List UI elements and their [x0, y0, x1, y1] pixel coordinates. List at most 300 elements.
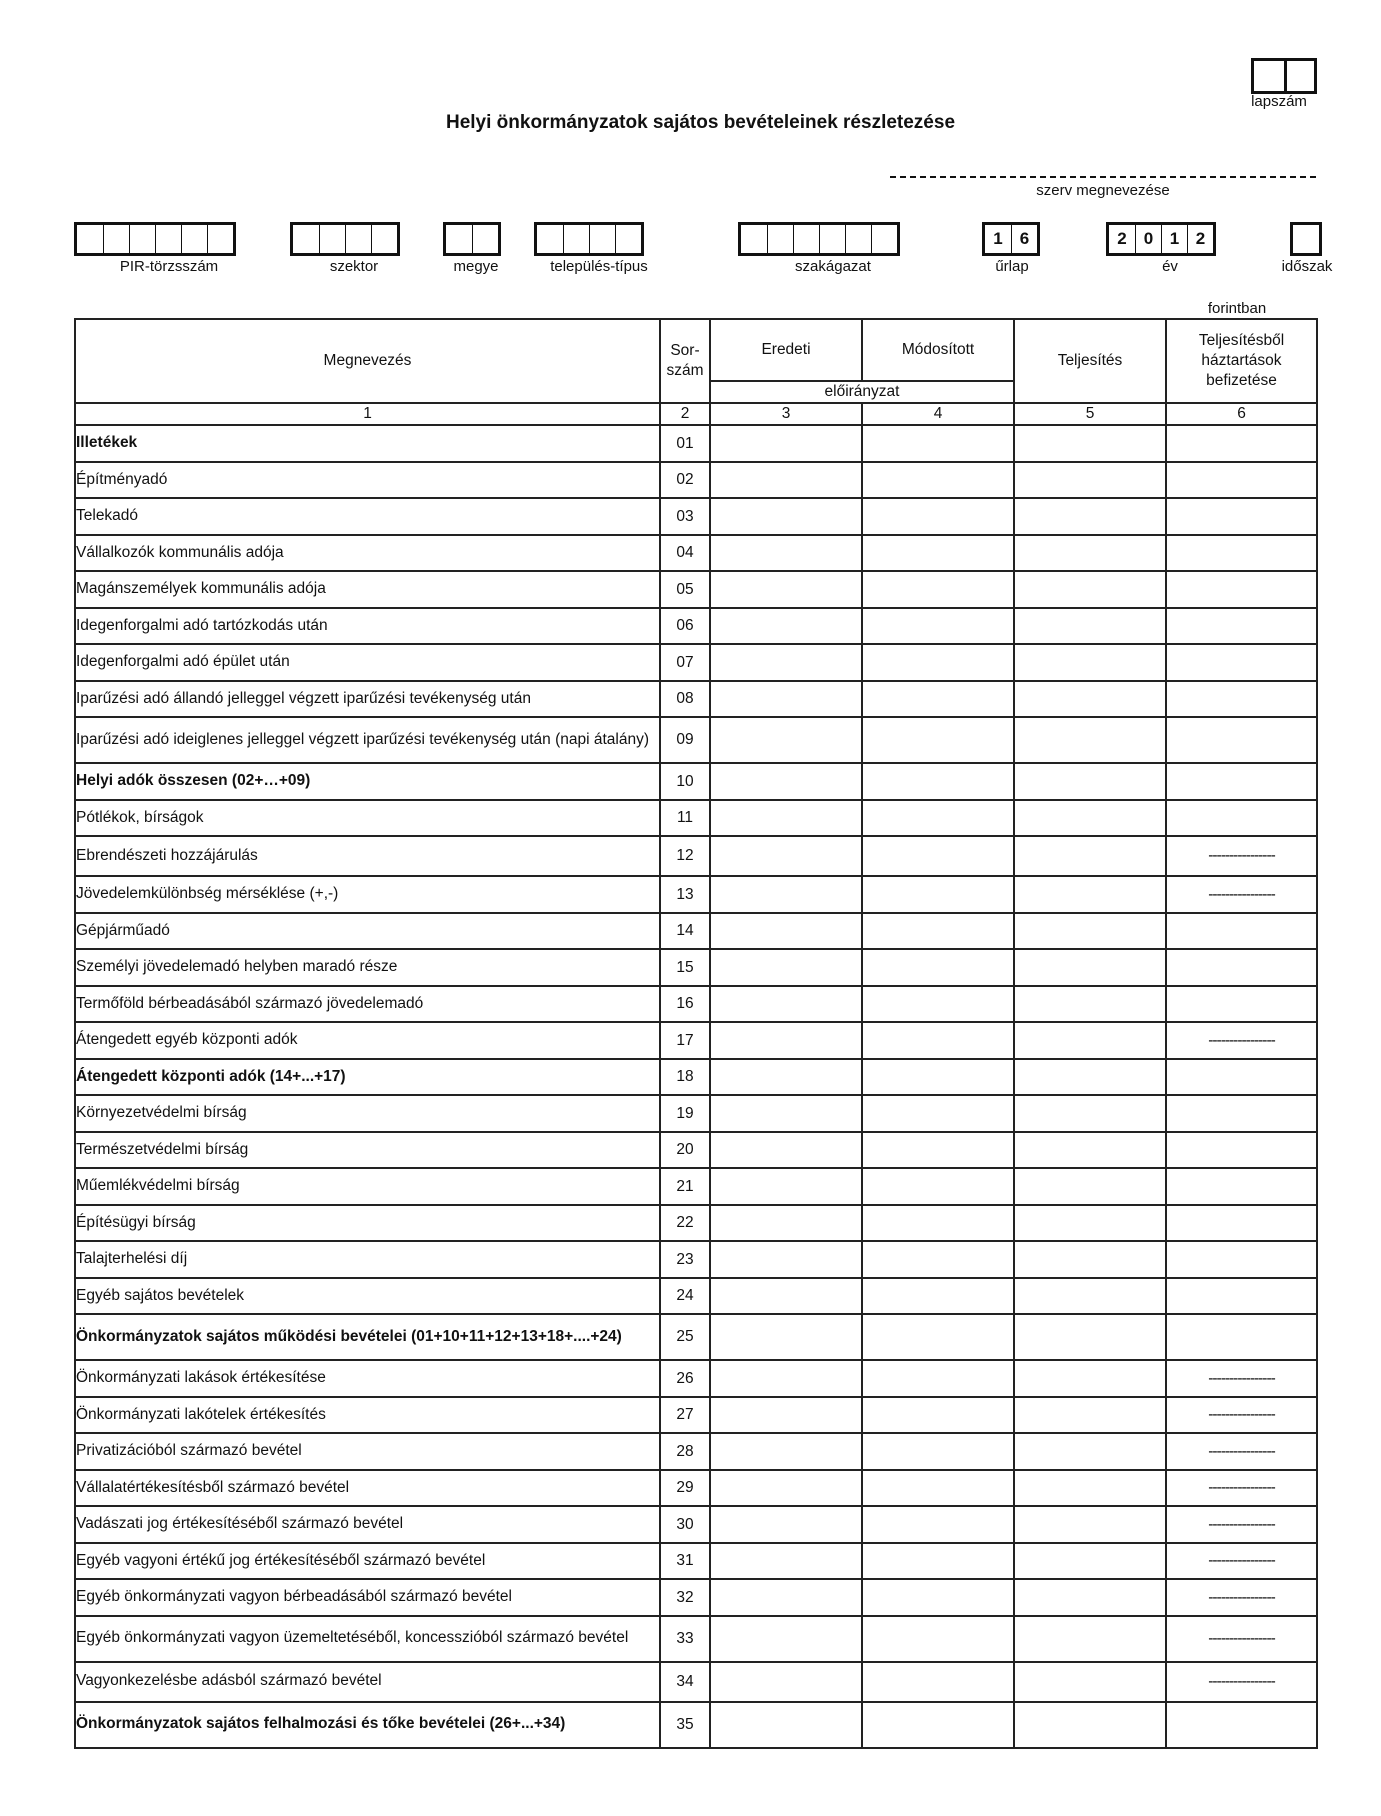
- row-name: Önkormányzati lakások értékesítése: [75, 1360, 660, 1397]
- value-cell-teljesites[interactable]: [1014, 644, 1166, 681]
- row-number: 11: [660, 800, 710, 837]
- megye-code-field[interactable]: [443, 222, 501, 256]
- value-cell-haztartasok[interactable]: [1166, 1205, 1317, 1242]
- row-name: Egyéb sajátos bevételek: [75, 1278, 660, 1315]
- row-name: Idegenforgalmi adó tartózkodás után: [75, 608, 660, 645]
- value-cell-modositott[interactable]: [862, 1662, 1014, 1702]
- table-row: [75, 571, 1317, 608]
- value-cell-teljesites[interactable]: [1014, 535, 1166, 572]
- urlap-code-field: [982, 222, 1040, 256]
- table-row: [75, 1543, 1317, 1580]
- value-cell-eredeti[interactable]: [710, 681, 862, 718]
- value-cell-eredeti[interactable]: [710, 1022, 862, 1059]
- value-cell-eredeti[interactable]: [710, 763, 862, 800]
- value-cell-teljesites[interactable]: [1014, 876, 1166, 913]
- value-cell-teljesites[interactable]: [1014, 1702, 1166, 1748]
- value-cell-teljesites[interactable]: [1014, 913, 1166, 950]
- value-cell-modositott[interactable]: [862, 1702, 1014, 1748]
- value-cell-teljesites[interactable]: [1014, 608, 1166, 645]
- row-number: 20: [660, 1132, 710, 1169]
- row-number: 02: [660, 462, 710, 499]
- value-cell-haztartasok[interactable]: [1166, 462, 1317, 499]
- pir-code-label: PIR-törzsszám: [119, 258, 219, 275]
- column-number: 5: [1014, 403, 1166, 425]
- column-number: 1: [75, 403, 660, 425]
- code-cell[interactable]: [871, 225, 897, 253]
- telepules-code-field[interactable]: [534, 222, 644, 256]
- na-cell-haztartasok: ----------------: [1166, 1433, 1317, 1470]
- code-digit: 2: [1187, 225, 1213, 253]
- value-cell-teljesites[interactable]: [1014, 1543, 1166, 1580]
- value-cell-haztartasok[interactable]: [1166, 498, 1317, 535]
- row-number: 03: [660, 498, 710, 535]
- code-cell[interactable]: [793, 225, 819, 253]
- value-cell-eredeti[interactable]: [710, 571, 862, 608]
- row-number: 05: [660, 571, 710, 608]
- value-cell-haztartasok[interactable]: [1166, 1095, 1317, 1132]
- value-cell-modositott[interactable]: [862, 949, 1014, 986]
- value-cell-eredeti[interactable]: [710, 1132, 862, 1169]
- code-digit: 6: [1011, 225, 1037, 253]
- row-name: Magánszemélyek kommunális adója: [75, 571, 660, 608]
- na-cell-haztartasok: ----------------: [1166, 1579, 1317, 1616]
- row-name: Építményadó: [75, 462, 660, 499]
- row-number: 06: [660, 608, 710, 645]
- code-cell[interactable]: [589, 225, 615, 253]
- code-cell[interactable]: [293, 225, 319, 253]
- row-name: Telekadó: [75, 498, 660, 535]
- row-name: Személyi jövedelemadó helyben maradó része: [75, 949, 660, 986]
- row-number: 13: [660, 876, 710, 913]
- code-digit: 0: [1135, 225, 1161, 253]
- row-number: 18: [660, 1059, 710, 1096]
- value-cell-modositott[interactable]: [862, 986, 1014, 1023]
- page-number-label: lapszám: [1251, 93, 1307, 110]
- value-cell-eredeti[interactable]: [710, 498, 862, 535]
- table-row: [75, 1132, 1317, 1169]
- value-cell-teljesites[interactable]: [1014, 1278, 1166, 1315]
- code-cell[interactable]: [1293, 225, 1319, 253]
- value-cell-modositott[interactable]: [862, 1360, 1014, 1397]
- value-cell-modositott[interactable]: [862, 462, 1014, 499]
- code-cell[interactable]: [181, 225, 207, 253]
- value-cell-eredeti[interactable]: [710, 1397, 862, 1434]
- row-name: Talajterhelési díj: [75, 1241, 660, 1278]
- org-name-label: szerv megnevezése: [1036, 182, 1170, 199]
- value-cell-eredeti[interactable]: [710, 986, 862, 1023]
- code-cell[interactable]: [615, 225, 641, 253]
- row-name: Helyi adók összesen (02+…+09): [75, 763, 660, 800]
- table-row: [75, 1616, 1317, 1662]
- value-cell-eredeti[interactable]: [710, 1095, 862, 1132]
- value-cell-modositott[interactable]: [862, 1579, 1014, 1616]
- value-cell-modositott[interactable]: [862, 535, 1014, 572]
- value-cell-teljesites[interactable]: [1014, 986, 1166, 1023]
- table-row: [75, 986, 1317, 1023]
- value-cell-haztartasok[interactable]: [1166, 681, 1317, 718]
- value-cell-eredeti[interactable]: [710, 1662, 862, 1702]
- row-number: 04: [660, 535, 710, 572]
- table-row: [75, 608, 1317, 645]
- megye-code-label: megye: [453, 258, 499, 275]
- ev-code-field: [1106, 222, 1216, 256]
- code-digit: 2: [1117, 229, 1127, 248]
- na-cell-haztartasok: ----------------: [1166, 1543, 1317, 1580]
- value-cell-modositott[interactable]: [862, 1059, 1014, 1096]
- row-number: 28: [660, 1433, 710, 1470]
- value-cell-eredeti[interactable]: [710, 1702, 862, 1748]
- value-cell-modositott[interactable]: [862, 1022, 1014, 1059]
- value-cell-eredeti[interactable]: [710, 913, 862, 950]
- value-cell-modositott[interactable]: [862, 1241, 1014, 1278]
- value-cell-eredeti[interactable]: [710, 1433, 862, 1470]
- org-name-field[interactable]: [890, 176, 1316, 178]
- row-name: Iparűzési adó állandó jelleggel végzett iparűzési tevékenység után: [75, 681, 660, 718]
- code-cell[interactable]: [129, 225, 155, 253]
- row-name: Természetvédelmi bírság: [75, 1132, 660, 1169]
- row-name: Egyéb vagyoni értékű jog értékesítéséből származó bevétel: [75, 1543, 660, 1580]
- code-cell[interactable]: [77, 225, 103, 253]
- na-cell-haztartasok: ----------------: [1166, 1470, 1317, 1507]
- table-row: [75, 1360, 1317, 1397]
- value-cell-modositott[interactable]: [862, 876, 1014, 913]
- code-cell[interactable]: [563, 225, 589, 253]
- value-cell-haztartasok[interactable]: [1166, 1132, 1317, 1169]
- table-row: [75, 1433, 1317, 1470]
- value-cell-haztartasok[interactable]: [1166, 1314, 1317, 1360]
- row-name: Önkormányzatok sajátos működési bevételei (01+10+11+12+13+18+....+24): [75, 1314, 660, 1360]
- header-megnevezes: Megnevezés: [75, 319, 660, 403]
- value-cell-teljesites[interactable]: [1014, 949, 1166, 986]
- table-row: [75, 763, 1317, 800]
- row-number: 12: [660, 836, 710, 876]
- value-cell-haztartasok[interactable]: [1166, 986, 1317, 1023]
- row-number: 25: [660, 1314, 710, 1360]
- value-cell-eredeti[interactable]: [710, 1278, 862, 1315]
- value-cell-modositott[interactable]: [862, 1314, 1014, 1360]
- code-cell[interactable]: [819, 225, 845, 253]
- value-cell-teljesites[interactable]: [1014, 1470, 1166, 1507]
- szakagazat-code-field[interactable]: [738, 222, 900, 256]
- code-cell[interactable]: [767, 225, 793, 253]
- header-modositott: Módosított: [862, 319, 1014, 381]
- idoszak-code-label: időszak: [1281, 258, 1333, 275]
- value-cell-eredeti[interactable]: [710, 1543, 862, 1580]
- row-number: 08: [660, 681, 710, 718]
- row-number: 07: [660, 644, 710, 681]
- value-cell-eredeti[interactable]: [710, 1205, 862, 1242]
- value-cell-eredeti[interactable]: [710, 876, 862, 913]
- row-name: Gépjárműadó: [75, 913, 660, 950]
- value-cell-modositott[interactable]: [862, 1397, 1014, 1434]
- value-cell-teljesites[interactable]: [1014, 717, 1166, 763]
- row-number: 09: [660, 717, 710, 763]
- header-sorszam: Sor-szám: [660, 319, 710, 403]
- szektor-code-field[interactable]: [290, 222, 400, 256]
- row-name: Átengedett központi adók (14+...+17): [75, 1059, 660, 1096]
- value-cell-teljesites[interactable]: [1014, 1314, 1166, 1360]
- value-cell-modositott[interactable]: [862, 800, 1014, 837]
- value-cell-eredeti[interactable]: [710, 1241, 862, 1278]
- row-number: 33: [660, 1616, 710, 1662]
- value-cell-teljesites[interactable]: [1014, 1241, 1166, 1278]
- value-cell-eredeti[interactable]: [710, 1579, 862, 1616]
- value-cell-haztartasok[interactable]: [1166, 913, 1317, 950]
- value-cell-eredeti[interactable]: [710, 462, 862, 499]
- value-cell-haztartasok[interactable]: [1166, 608, 1317, 645]
- value-cell-haztartasok[interactable]: [1166, 1278, 1317, 1315]
- value-cell-modositott[interactable]: [862, 498, 1014, 535]
- value-cell-modositott[interactable]: [862, 1616, 1014, 1662]
- row-number: 16: [660, 986, 710, 1023]
- code-cell[interactable]: [207, 225, 233, 253]
- value-cell-eredeti[interactable]: [710, 1059, 862, 1096]
- value-cell-haztartasok[interactable]: [1166, 763, 1317, 800]
- row-number: 15: [660, 949, 710, 986]
- row-name: Vállalatértékesítésből származó bevétel: [75, 1470, 660, 1507]
- row-number: 30: [660, 1506, 710, 1543]
- telepules-code-label: település-típus: [550, 258, 648, 275]
- szakagazat-code-label: szakágazat: [795, 258, 871, 275]
- value-cell-teljesites[interactable]: [1014, 763, 1166, 800]
- row-name: Átengedett egyéb központi adók: [75, 1022, 660, 1059]
- row-number: 24: [660, 1278, 710, 1315]
- value-cell-modositott[interactable]: [862, 1168, 1014, 1205]
- value-cell-haztartasok[interactable]: [1166, 1059, 1317, 1096]
- table-row: [75, 1702, 1317, 1748]
- code-digit: 1: [1161, 225, 1187, 253]
- form-title: Helyi önkormányzatok sajátos bevételeinek részletezése: [445, 112, 956, 133]
- value-cell-haztartasok[interactable]: [1166, 1702, 1317, 1748]
- value-cell-teljesites[interactable]: [1014, 1132, 1166, 1169]
- row-number: 35: [660, 1702, 710, 1748]
- table-row: [75, 425, 1317, 462]
- row-number: 10: [660, 763, 710, 800]
- table-row: [75, 1022, 1317, 1059]
- value-cell-modositott[interactable]: [862, 608, 1014, 645]
- row-name: Vadászati jog értékesítéséből származó bevétel: [75, 1506, 660, 1543]
- value-cell-teljesites[interactable]: [1014, 1095, 1166, 1132]
- row-number: 19: [660, 1095, 710, 1132]
- na-cell-haztartasok: ----------------: [1166, 1397, 1317, 1434]
- unit-label: forintban: [1207, 300, 1267, 317]
- row-name: Termőföld bérbeadásából származó jövedelemadó: [75, 986, 660, 1023]
- szektor-code-label: szektor: [329, 258, 379, 275]
- value-cell-haztartasok[interactable]: [1166, 800, 1317, 837]
- value-cell-modositott[interactable]: [862, 717, 1014, 763]
- value-cell-modositott[interactable]: [862, 1278, 1014, 1315]
- table-row: [75, 1397, 1317, 1434]
- value-cell-modositott[interactable]: [862, 1132, 1014, 1169]
- code-cell[interactable]: [371, 225, 397, 253]
- value-cell-eredeti[interactable]: [710, 644, 862, 681]
- table-row: [75, 717, 1317, 763]
- value-cell-eredeti[interactable]: [710, 836, 862, 876]
- code-digit: 1: [993, 229, 1003, 248]
- table-row: [75, 836, 1317, 876]
- table-row: [75, 1059, 1317, 1096]
- row-number: 14: [660, 913, 710, 950]
- value-cell-teljesites[interactable]: [1014, 1616, 1166, 1662]
- na-cell-haztartasok: ----------------: [1166, 836, 1317, 876]
- table-row: [75, 1314, 1317, 1360]
- value-cell-eredeti[interactable]: [710, 1314, 862, 1360]
- value-cell-eredeti[interactable]: [710, 1168, 862, 1205]
- table-row: [75, 1662, 1317, 1702]
- table-row: [75, 1278, 1317, 1315]
- row-name: Vagyonkezelésbe adásból származó bevétel: [75, 1662, 660, 1702]
- value-cell-teljesites[interactable]: [1014, 571, 1166, 608]
- value-cell-teljesites[interactable]: [1014, 1506, 1166, 1543]
- value-cell-teljesites[interactable]: [1014, 1360, 1166, 1397]
- na-cell-haztartasok: ----------------: [1166, 1360, 1317, 1397]
- code-cell[interactable]: [345, 225, 371, 253]
- row-number: 34: [660, 1662, 710, 1702]
- value-cell-eredeti[interactable]: [710, 535, 862, 572]
- value-cell-modositott[interactable]: [862, 681, 1014, 718]
- table-row: [75, 1095, 1317, 1132]
- column-number: 6: [1166, 403, 1317, 425]
- ev-code-label: év: [1162, 258, 1178, 275]
- value-cell-teljesites[interactable]: [1014, 462, 1166, 499]
- value-cell-modositott[interactable]: [862, 1205, 1014, 1242]
- code-cell[interactable]: [103, 225, 129, 253]
- value-cell-modositott[interactable]: [862, 763, 1014, 800]
- value-cell-teljesites[interactable]: [1014, 1022, 1166, 1059]
- value-cell-eredeti[interactable]: [710, 717, 862, 763]
- table-row: [75, 462, 1317, 499]
- table-row: [75, 949, 1317, 986]
- value-cell-teljesites[interactable]: [1014, 1205, 1166, 1242]
- code-cell[interactable]: [155, 225, 181, 253]
- row-name: Önkormányzati lakótelek értékesítés: [75, 1397, 660, 1434]
- value-cell-eredeti[interactable]: [710, 608, 862, 645]
- value-cell-modositott[interactable]: [862, 1470, 1014, 1507]
- value-cell-teljesites[interactable]: [1014, 1433, 1166, 1470]
- value-cell-modositott[interactable]: [862, 644, 1014, 681]
- table-row: [75, 681, 1317, 718]
- table-row: [75, 876, 1317, 913]
- table-row: [75, 800, 1317, 837]
- row-name: Vállalkozók kommunális adója: [75, 535, 660, 572]
- row-number: 23: [660, 1241, 710, 1278]
- value-cell-haztartasok[interactable]: [1166, 1241, 1317, 1278]
- value-cell-eredeti[interactable]: [710, 425, 862, 462]
- value-cell-haztartasok[interactable]: [1166, 1168, 1317, 1205]
- value-cell-eredeti[interactable]: [710, 1360, 862, 1397]
- header-haztartasok: Teljesítésből háztartások befizetése: [1166, 319, 1317, 403]
- table-row: [75, 498, 1317, 535]
- value-cell-teljesites[interactable]: [1014, 681, 1166, 718]
- table-row: [75, 535, 1317, 572]
- value-cell-eredeti[interactable]: [710, 1616, 862, 1662]
- value-cell-haztartasok[interactable]: [1166, 949, 1317, 986]
- row-number: 01: [660, 425, 710, 462]
- idoszak-code-field[interactable]: [1290, 222, 1322, 256]
- row-number: 32: [660, 1579, 710, 1616]
- column-number: 4: [862, 403, 1014, 425]
- row-number: 29: [660, 1470, 710, 1507]
- row-number: 27: [660, 1397, 710, 1434]
- value-cell-modositott[interactable]: [862, 1506, 1014, 1543]
- table-row: [75, 1205, 1317, 1242]
- value-cell-teljesites[interactable]: [1014, 1662, 1166, 1702]
- header-eloiranyzat: előirányzat: [710, 381, 1014, 403]
- table-row: [75, 1470, 1317, 1507]
- value-cell-teljesites[interactable]: [1014, 836, 1166, 876]
- value-cell-modositott[interactable]: [862, 1433, 1014, 1470]
- value-cell-teljesites[interactable]: [1014, 1579, 1166, 1616]
- column-number: 2: [660, 403, 710, 425]
- row-name: Egyéb önkormányzati vagyon bérbeadásából származó bevétel: [75, 1579, 660, 1616]
- row-number: 31: [660, 1543, 710, 1580]
- row-name: Jövedelemkülönbség mérséklése (+,-): [75, 876, 660, 913]
- value-cell-modositott[interactable]: [862, 913, 1014, 950]
- table-row: [75, 1241, 1317, 1278]
- value-cell-teljesites[interactable]: [1014, 800, 1166, 837]
- code-cell[interactable]: [741, 225, 767, 253]
- urlap-code-label: űrlap: [995, 258, 1029, 275]
- code-cell[interactable]: [537, 225, 563, 253]
- value-cell-teljesites[interactable]: [1014, 498, 1166, 535]
- na-cell-haztartasok: ----------------: [1166, 1616, 1317, 1662]
- value-cell-haztartasok[interactable]: [1166, 644, 1317, 681]
- row-number: 26: [660, 1360, 710, 1397]
- row-number: 17: [660, 1022, 710, 1059]
- value-cell-haztartasok[interactable]: [1166, 425, 1317, 462]
- code-cell[interactable]: [446, 225, 472, 253]
- na-cell-haztartasok: ----------------: [1166, 1022, 1317, 1059]
- page-number-boxes[interactable]: [1251, 58, 1317, 94]
- table-row: [75, 1168, 1317, 1205]
- row-name: Pótlékok, bírságok: [75, 800, 660, 837]
- value-cell-teljesites[interactable]: [1014, 1059, 1166, 1096]
- value-cell-eredeti[interactable]: [710, 1506, 862, 1543]
- value-cell-haztartasok[interactable]: [1166, 717, 1317, 763]
- code-cell[interactable]: [319, 225, 345, 253]
- value-cell-eredeti[interactable]: [710, 1470, 862, 1507]
- code-cell[interactable]: [472, 225, 498, 253]
- header-teljesites: Teljesítés: [1014, 319, 1166, 403]
- value-cell-modositott[interactable]: [862, 1095, 1014, 1132]
- value-cell-modositott[interactable]: [862, 1543, 1014, 1580]
- value-cell-haztartasok[interactable]: [1166, 535, 1317, 572]
- table-row: [75, 644, 1317, 681]
- code-cell[interactable]: [845, 225, 871, 253]
- table-row: [75, 1506, 1317, 1543]
- row-number: 22: [660, 1205, 710, 1242]
- pir-code-field[interactable]: [74, 222, 236, 256]
- value-cell-teljesites[interactable]: [1014, 425, 1166, 462]
- value-cell-teljesites[interactable]: [1014, 1397, 1166, 1434]
- value-cell-modositott[interactable]: [862, 836, 1014, 876]
- value-cell-haztartasok[interactable]: [1166, 571, 1317, 608]
- row-name: Privatizációból származó bevétel: [75, 1433, 660, 1470]
- value-cell-eredeti[interactable]: [710, 949, 862, 986]
- value-cell-modositott[interactable]: [862, 571, 1014, 608]
- row-name: Egyéb önkormányzati vagyon üzemeltetéséből, koncesszióból származó bevétel: [75, 1616, 660, 1662]
- na-cell-haztartasok: ----------------: [1166, 876, 1317, 913]
- value-cell-eredeti[interactable]: [710, 800, 862, 837]
- column-number: 3: [710, 403, 862, 425]
- table-row: [75, 1579, 1317, 1616]
- row-name: Építésügyi bírság: [75, 1205, 660, 1242]
- row-number: 21: [660, 1168, 710, 1205]
- row-name: Idegenforgalmi adó épület után: [75, 644, 660, 681]
- value-cell-modositott[interactable]: [862, 425, 1014, 462]
- value-cell-teljesites[interactable]: [1014, 1168, 1166, 1205]
- table-row: [75, 913, 1317, 950]
